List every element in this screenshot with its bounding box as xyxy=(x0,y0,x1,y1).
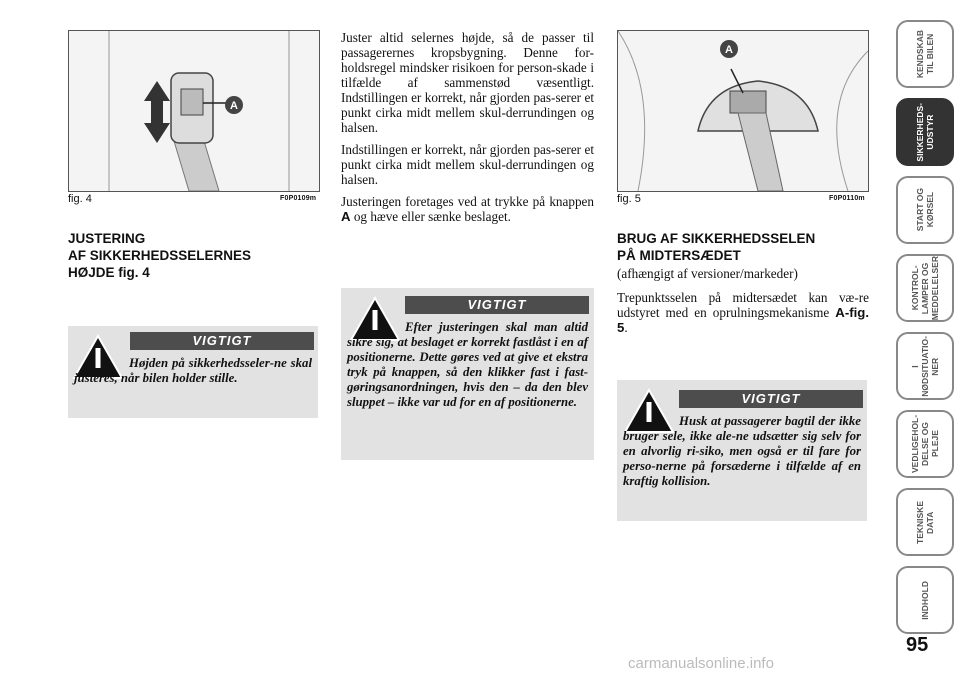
seatbelt-height-adjuster-illustration xyxy=(69,31,319,191)
chapter-tab-label: SIKKERHEDS- UDSTYR xyxy=(915,102,935,162)
heading-midtersaedet: BRUG AF SIKKERHEDSSELEN PÅ MIDTERSÆDET xyxy=(617,231,816,263)
heading-subtitle: (afhængigt af versioner/markeder) xyxy=(617,266,798,281)
heading-justering: JUSTERING AF SIKKERHEDSSELERNES HØJDE fig. 4 xyxy=(68,231,252,280)
warning-text: Husk at passagerer bagtil der ikke bruger sele, ikke ale-ne udsætter sig selv for en alvorlig ri-siko, men også er til fare for perso-nerne på forsæderne i tilfælde af en kraftig kollision. xyxy=(623,414,861,488)
chapter-tab-label: INDHOLD xyxy=(920,580,930,620)
chapter-tab-3[interactable] xyxy=(896,176,954,244)
chapter-tab-4[interactable] xyxy=(896,254,954,322)
warning-text: Højden på sikkerhedsseler-ne skal justeres, når bilen holder stille. xyxy=(74,356,312,385)
chapter-tab-label: I NØDSITUATIO- NER xyxy=(910,335,940,397)
paragraph-3: Justeringen foretages ved at trykke på knappen A og hæve eller sænke beslaget. xyxy=(341,194,594,224)
chapter-tab-label: VEDLIGEHOL- DELSE OG PLEJE xyxy=(910,414,940,474)
warning-label: VIGTIGT xyxy=(679,390,863,408)
body-text-middle xyxy=(341,30,594,231)
chapter-tab-8[interactable] xyxy=(896,566,954,634)
watermark: carmanualsonline.info xyxy=(628,655,774,672)
warning-box-3 xyxy=(617,380,867,521)
figure-4 xyxy=(68,30,320,192)
chapter-tab-2[interactable] xyxy=(896,98,954,166)
paragraph-2: Indstillingen er korrekt, når gjorden pas-serer et punkt cirka midt mellem skul-derrundingen og halsen. xyxy=(341,142,594,187)
figure-5-code: F0P0110m xyxy=(829,195,865,202)
chapter-tab-label: TEKNISKE DATA xyxy=(915,500,935,544)
chapter-tab-5[interactable] xyxy=(896,332,954,400)
figure-5 xyxy=(617,30,869,192)
chapter-tab-label: KENDSKAB TIL BILEN xyxy=(915,29,935,79)
figure-4-caption: fig. 4 xyxy=(68,193,92,205)
warning-text: Efter justeringen skal man altid sikre sig, at beslaget er korrekt fastlåst i en af positionerne. Dette gøres ved at give et ekstra tryk på knappen, så den klikker fast i fast-gøringsanordningen, hvis den – da den blev sluppet – ikke var ud for en af positionerne. xyxy=(347,320,588,409)
chapter-tab-label: START OG KØRSEL xyxy=(915,188,935,232)
body-text-right: Trepunktsselen på midtersædet kan væ-re udstyret med en oprulningsmekanisme A-fig. 5. xyxy=(617,290,869,335)
center-seatbelt-retractor-illustration xyxy=(618,31,868,191)
page-number: 95 xyxy=(906,634,929,656)
figure-4-code: F0P0109m xyxy=(280,195,317,202)
figure-5-caption: fig. 5 xyxy=(617,193,641,205)
chapter-tab-6[interactable] xyxy=(896,410,954,478)
chapter-tab-label: KONTROL- LAMPER OG MEDDELELSER xyxy=(910,255,940,321)
figure-5-marker: A xyxy=(725,44,733,56)
chapter-tab-7[interactable] xyxy=(896,488,954,556)
warning-label: VIGTIGT xyxy=(405,296,589,314)
warning-label: VIGTIGT xyxy=(130,332,314,350)
warning-box-2 xyxy=(341,288,594,460)
figure-4-marker: A xyxy=(230,100,238,112)
paragraph-1: Juster altid selernes højde, så de passer til passagerernes kropsbygning. Denne for-holdsregel mindsker risikoen for person-skade i tilfælde af sammenstød væsentligt. Indstillingen er korrekt, når gjorden pas-serer et punkt cirka midt mellem skul-derrundingen og halsen. xyxy=(341,30,594,135)
warning-box-1 xyxy=(68,326,318,418)
chapter-tab-1[interactable] xyxy=(896,20,954,88)
